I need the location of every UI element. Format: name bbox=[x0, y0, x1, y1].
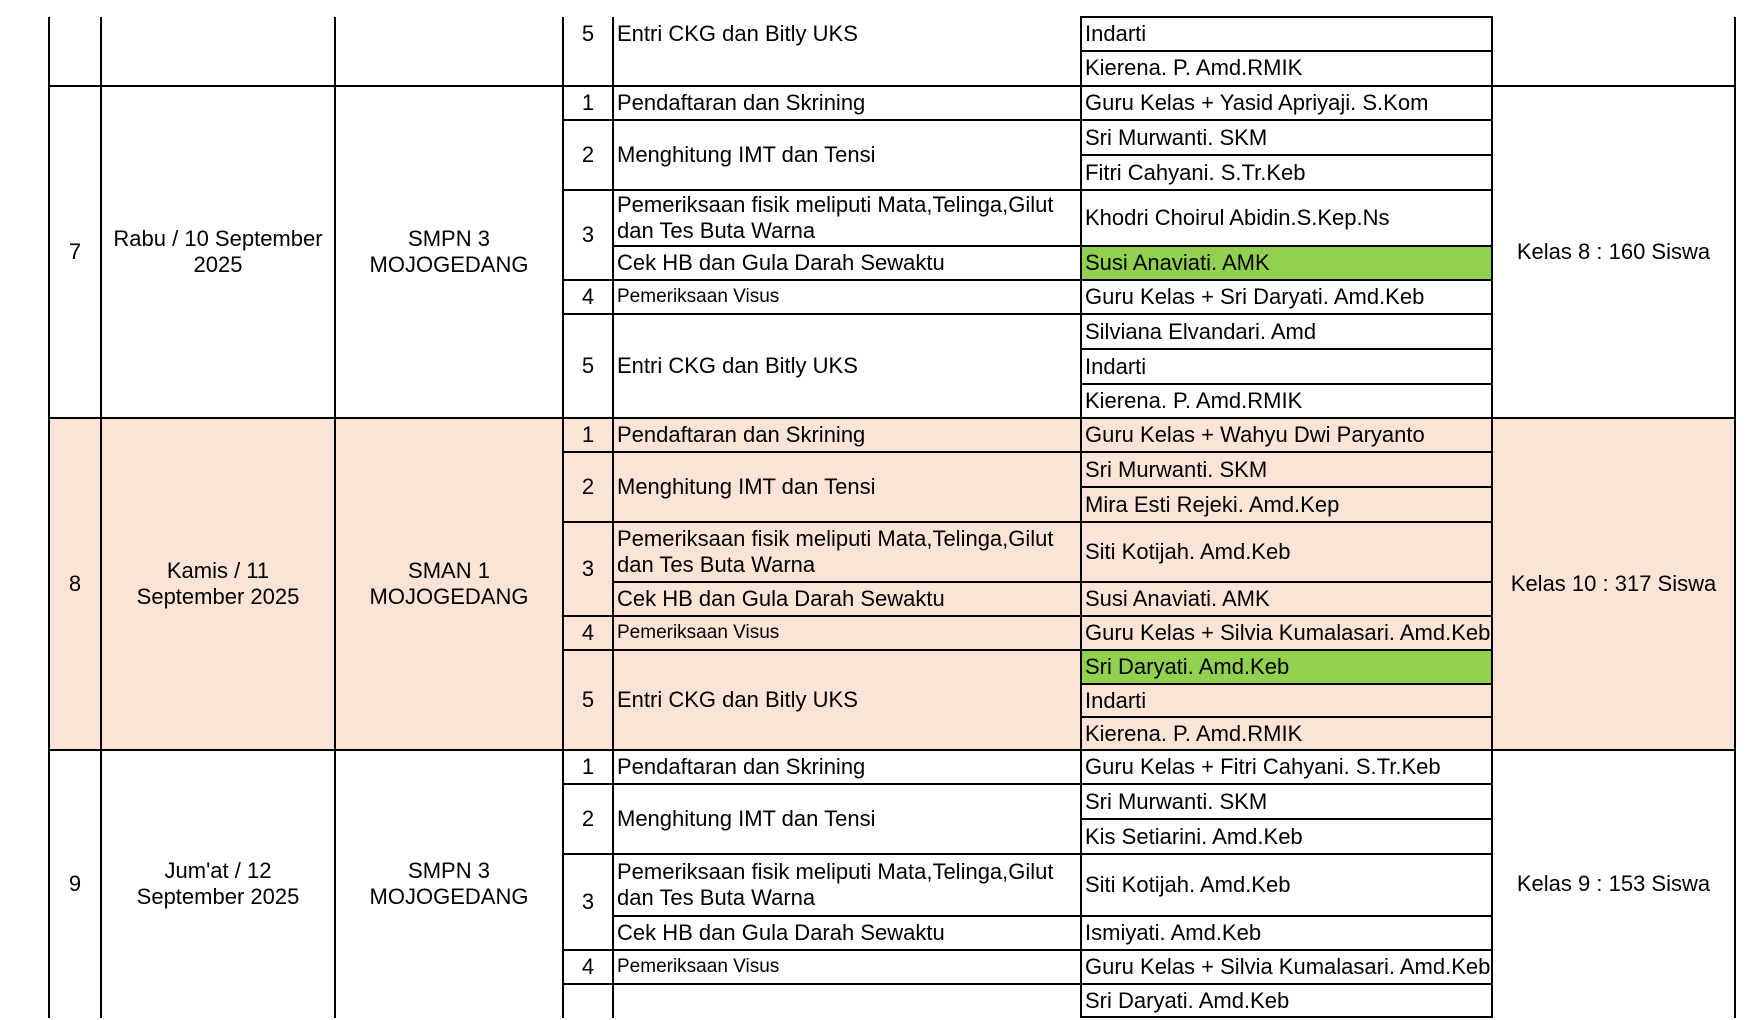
staff-name: Indarti bbox=[1085, 21, 1147, 46]
activity-no: 4 bbox=[581, 284, 595, 309]
activity-label: Cek HB dan Gula Darah Sewaktu bbox=[617, 920, 945, 945]
activity-no: 5 bbox=[581, 353, 595, 378]
staff-name: Sri Murwanti. SKM bbox=[1085, 456, 1268, 482]
day-number: 7 bbox=[68, 239, 82, 264]
grid-line bbox=[48, 749, 1736, 751]
activity-label: Entri CKG dan Bitly UKS bbox=[617, 353, 858, 378]
staff-name: Mira Esti Rejeki. Amd.Kep bbox=[1085, 491, 1340, 517]
grid-line bbox=[1080, 50, 1493, 52]
grid-line bbox=[1080, 818, 1493, 820]
grid-line bbox=[612, 915, 1493, 917]
activity-label: Entri CKG dan Bitly UKS bbox=[617, 687, 858, 712]
staff-name: Guru Kelas + Wahyu Dwi Paryanto bbox=[1085, 422, 1425, 447]
activity-no: 2 bbox=[581, 142, 595, 167]
staff-name: Kierena. P. Amd.RMIK bbox=[1085, 55, 1303, 80]
activity-label: Pemeriksaan fisik meliputi Mata,Telinga,Gilut dan Tes Buta Warna bbox=[617, 526, 1054, 577]
grid-line bbox=[562, 279, 1493, 281]
grid-line bbox=[1080, 1016, 1493, 1018]
activity-no: 1 bbox=[581, 422, 595, 447]
activity-no: 2 bbox=[581, 474, 595, 499]
activity-label: Pemeriksaan Visus bbox=[617, 956, 780, 977]
participants: Kelas 10 : 317 Siswa bbox=[1510, 571, 1717, 596]
day-date: Rabu / 10 September 2025 bbox=[113, 226, 323, 277]
activity-no: 1 bbox=[581, 754, 595, 779]
grid-line bbox=[1080, 16, 1493, 18]
grid-line bbox=[612, 17, 614, 1018]
activity-label: Pemeriksaan fisik meliputi Mata,Telinga,Gilut dan Tes Buta Warna bbox=[617, 859, 1054, 910]
participants: Kelas 8 : 160 Siswa bbox=[1516, 239, 1711, 264]
staff-name: Guru Kelas + Silvia Kumalasari. Amd.Keb bbox=[1085, 954, 1491, 979]
staff-name: Sri Murwanti. SKM bbox=[1085, 124, 1268, 150]
grid-line bbox=[1080, 486, 1493, 488]
grid-line bbox=[1080, 348, 1493, 350]
staff-name: Guru Kelas + Fitri Cahyani. S.Tr.Keb bbox=[1085, 754, 1441, 779]
staff-name: Sri Murwanti. SKM bbox=[1085, 788, 1268, 814]
activity-label: Menghitung IMT dan Tensi bbox=[617, 474, 876, 499]
activity-no: 5 bbox=[581, 687, 595, 712]
staff-name: Khodri Choirul Abidin.S.Kep.Ns bbox=[1085, 205, 1390, 230]
activity-no: 2 bbox=[581, 806, 595, 831]
staff-name: Guru Kelas + Silvia Kumalasari. Amd.Keb bbox=[1085, 620, 1491, 645]
grid-line bbox=[1080, 716, 1493, 718]
activity-no: 3 bbox=[581, 889, 595, 914]
activity-no: 3 bbox=[581, 556, 595, 581]
staff-name: Siti Kotijah. Amd.Keb bbox=[1085, 539, 1291, 564]
staff-name: Susi Anaviati. AMK bbox=[1085, 586, 1270, 611]
grid-line bbox=[1080, 154, 1493, 156]
activity-label: Cek HB dan Gula Darah Sewaktu bbox=[617, 586, 945, 611]
day-date: Jum'at / 12 September 2025 bbox=[136, 858, 300, 909]
grid-line bbox=[562, 17, 564, 1018]
grid-line bbox=[562, 313, 1493, 315]
grid-line bbox=[562, 189, 1493, 191]
grid-line bbox=[1080, 383, 1493, 385]
grid-line bbox=[1080, 17, 1082, 1018]
grid-line bbox=[562, 615, 1493, 617]
day-number: 9 bbox=[68, 871, 82, 896]
activity-no: 5 bbox=[581, 21, 595, 46]
activity-label: Pemeriksaan Visus bbox=[617, 622, 780, 643]
staff-name: Siti Kotijah. Amd.Keb bbox=[1085, 872, 1291, 897]
staff-name: Guru Kelas + Yasid Apriyaji. S.Kom bbox=[1085, 90, 1429, 115]
staff-name: Guru Kelas + Sri Daryati. Amd.Keb bbox=[1085, 284, 1425, 309]
grid-line bbox=[1734, 17, 1736, 1018]
activity-label: Pemeriksaan fisik meliputi Mata,Telinga,Gilut dan Tes Buta Warna bbox=[617, 192, 1054, 243]
grid-line bbox=[562, 853, 1493, 855]
day-number: 8 bbox=[68, 571, 82, 596]
staff-name: Ismiyati. Amd.Keb bbox=[1085, 920, 1262, 945]
grid-line bbox=[562, 649, 1493, 651]
grid-line bbox=[48, 85, 1736, 87]
grid-line bbox=[100, 17, 102, 1018]
staff-name: Kierena. P. Amd.RMIK bbox=[1085, 720, 1303, 746]
staff-name: Sri Daryati. Amd.Keb bbox=[1085, 988, 1290, 1013]
school-name: SMPN 3 MOJOGEDANG bbox=[369, 858, 529, 909]
activity-no: 1 bbox=[581, 90, 595, 115]
activity-label: Pendaftaran dan Skrining bbox=[617, 90, 866, 115]
staff-name: Indarti bbox=[1085, 353, 1147, 379]
grid-line bbox=[1080, 683, 1493, 685]
grid-line bbox=[562, 119, 1493, 121]
activity-label: Entri CKG dan Bitly UKS bbox=[617, 21, 858, 46]
activity-label: Cek HB dan Gula Darah Sewaktu bbox=[617, 250, 945, 275]
grid-line bbox=[562, 983, 1493, 985]
grid-line bbox=[48, 17, 50, 1018]
school-name: SMAN 1 MOJOGEDANG bbox=[369, 558, 529, 609]
staff-name: Kis Setiarini. Amd.Keb bbox=[1085, 823, 1303, 849]
staff-name: Fitri Cahyani. S.Tr.Keb bbox=[1085, 159, 1306, 185]
grid-line bbox=[562, 949, 1493, 951]
grid-line bbox=[562, 521, 1493, 523]
grid-line bbox=[562, 783, 1493, 785]
staff-name: Indarti bbox=[1085, 687, 1147, 713]
day-date: Kamis / 11 September 2025 bbox=[136, 558, 300, 609]
staff-name: Silviana Elvandari. Amd bbox=[1085, 318, 1317, 344]
activity-no: 3 bbox=[581, 222, 595, 247]
grid-line bbox=[334, 17, 336, 1018]
activity-label: Pendaftaran dan Skrining bbox=[617, 422, 866, 447]
activity-label: Pendaftaran dan Skrining bbox=[617, 754, 866, 779]
grid-line bbox=[1491, 17, 1493, 1018]
activity-no: 4 bbox=[581, 954, 595, 979]
staff-name: Kierena. P. Amd.RMIK bbox=[1085, 388, 1303, 413]
staff-name: Sri Daryati. Amd.Keb bbox=[1085, 654, 1290, 679]
grid-line bbox=[48, 417, 1736, 419]
staff-name: Susi Anaviati. AMK bbox=[1085, 250, 1270, 275]
participants: Kelas 9 : 153 Siswa bbox=[1516, 871, 1711, 896]
activity-label: Menghitung IMT dan Tensi bbox=[617, 806, 876, 831]
activity-label: Menghitung IMT dan Tensi bbox=[617, 142, 876, 167]
activity-label: Pemeriksaan Visus bbox=[617, 286, 780, 307]
activity-no: 4 bbox=[581, 620, 595, 645]
grid-line bbox=[612, 245, 1493, 247]
grid-line bbox=[562, 451, 1493, 453]
school-name: SMPN 3 MOJOGEDANG bbox=[369, 226, 529, 277]
grid-line bbox=[612, 581, 1493, 583]
